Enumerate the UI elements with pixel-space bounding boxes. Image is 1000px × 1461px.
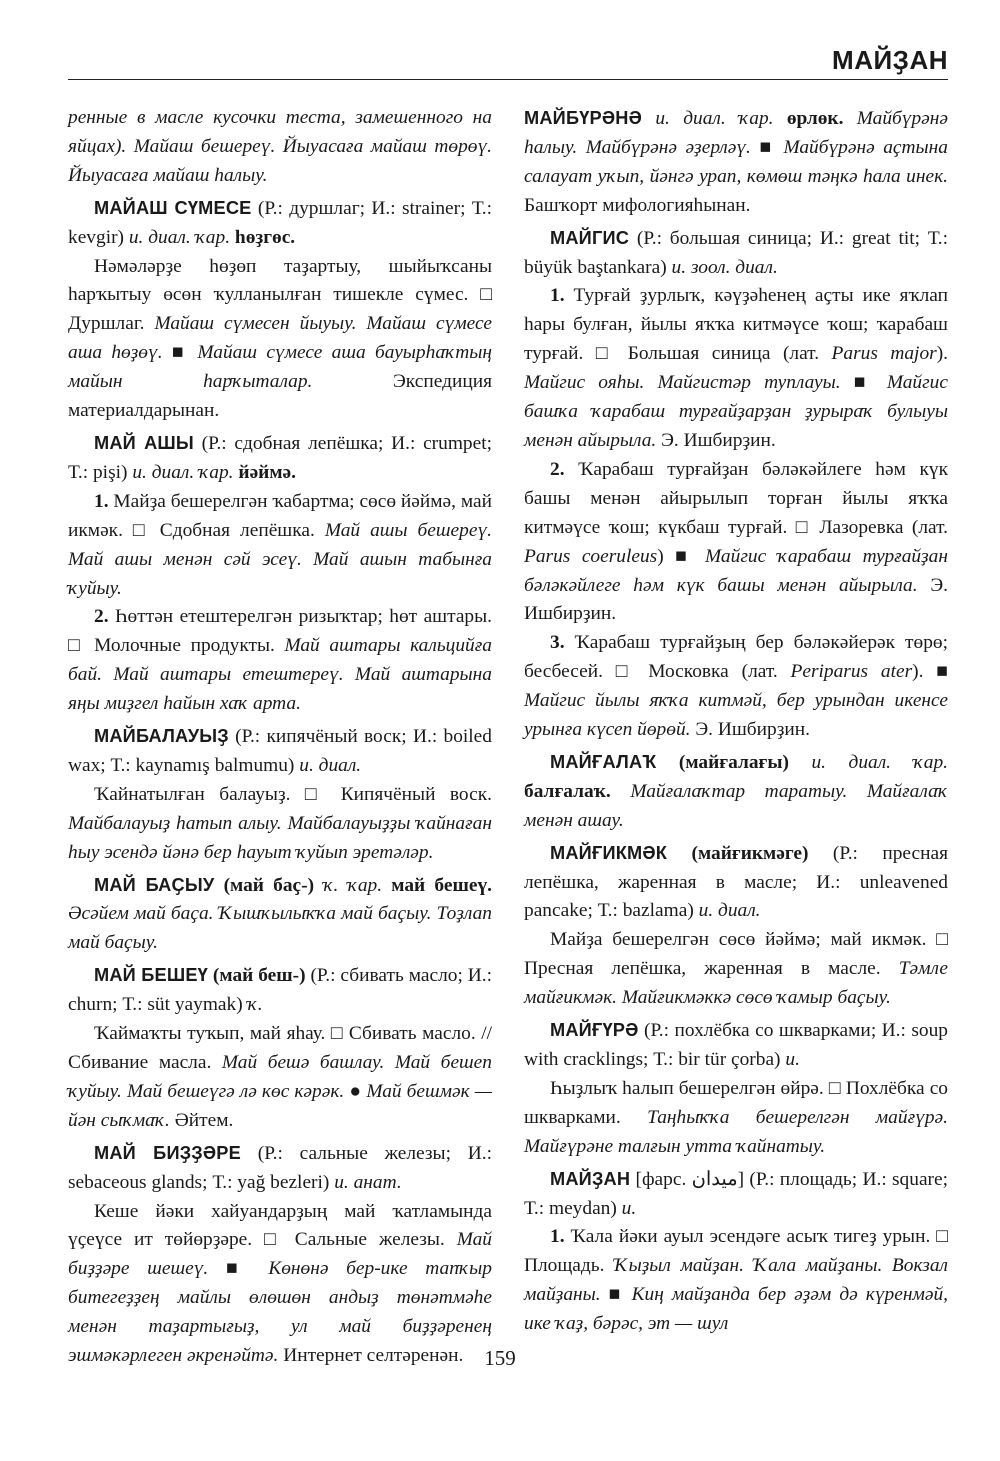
italic-run: Майғалаҡтар таратыу. Майғалаҡ менән ашау. xyxy=(524,780,948,831)
italic-run: Майбалауыҙ һатып алыу. Майбалауыҙҙы ҡайнаған һыу эсендә йәнә бер һауыт ҡуйып эретәләр. xyxy=(68,812,492,863)
entry-definition: Кеше йәки хайуандарҙың май ҡатламында үҫеүсе ит төйөрҙәре. □ Сальные железы. Май биҙҙәре шешеү. ■ Көнөнә бер-ике тапҡыр битегеҙҙең майлы өлөшөн андыҙ төнәтмәһе менән таҙартығыҙ, ул май биҙҙәренең эшмәкәрлеген әкренәйтә. Интернет селтәренән. xyxy=(68,1200,492,1367)
italic-run: Майбүрәнә һалыу. Майбүрәнә әҙерләү. xyxy=(524,108,948,158)
entry-definition: Ҡаймаҡты туҡып, май яһау. □ Сбивать масло. // Сбивание масла. Май бешә башлау. Май бешеп ҡуйыу. Май бешеүгә лә көс кәрәк. ● Май бешмәк — йән сыҡмаҡ. Әйтем. xyxy=(68,1023,492,1131)
entry-sense-1: 1. Турғай ҙурлыҡ, кәүҙәһенең аҫты ике яҡлап һары булған, йылы яҡҡа китмәүсе ҡош; ҡарабаш турғай. □ Большая синица (лат. Parus major). Майгис ояһы. Майгистәр туплауы. ■ Майгис башҡа ҡарабаш турғайҙарҙан ҙурыраҡ булыуы менән айырыла. Э. Ишбирҙин. xyxy=(524,285,948,451)
bold-run: 1. xyxy=(550,285,565,307)
entry-maygis: МАЙГИС (Р.: большая синица; И.: great tit; Т.: büyük baştankara) и. зоол. диал. xyxy=(524,227,948,278)
entry-definition: Һыҙлыҡ һалып бешерелгән өйрә. □ Похлёбка со шкварками. Таңһыҡҡа бешерелгән майғүрә. Майғүрәне талғын утта ҡайнатыу. xyxy=(524,1077,948,1157)
italic-run: Майгис ояһы. Майгистәр туплауы. xyxy=(524,372,841,394)
italic-run: и. зоол. диал. xyxy=(671,256,778,278)
entry-definition: Нәмәләрҙе һөҙөп таҙартыу, шыйыҡсаны һарҡытыу өсөн ҡулланылған тишекле сүмес. □ Дуршлаг. Майаш сүмесен йыуыу. Майаш сүмесе аша һөҙөү. ■ Майаш сүмесе аша бауырһаҡтың майын һарҡыталар. Экспедиция материалдарынан. xyxy=(68,255,492,422)
italic-run: ренные в масле кусочки теста, замешенного на яйцах). Майаш бешереү. Йыуасаға майаш төрөү. Йыуасаға майаш һалыу. xyxy=(68,107,492,186)
italic-run: ҡ. ҡар. xyxy=(323,874,383,896)
bold-run: балғалаҡ. xyxy=(524,780,611,802)
entry-sense-3: 3. Ҡарабаш турғайҙың бер бәләкәйерәк төрө; бесбесей. □ Московка (лат. Periparus ater). ■ Майгис йылы яҡҡа китмәй, бер урындан икенсе урынға күсеп йөрөй. Э. Ишбирҙин. xyxy=(524,632,948,741)
headword: МАЙ АШЫ xyxy=(94,432,194,453)
entry-definition: Ҡайнатылған балауыҙ. □ Кипячёный воск. Майбалауыҙ һатып алыу. Майбалауыҙҙы ҡайнаған һыу эсендә йәнә бер һауыт ҡуйып эретәләр. xyxy=(68,783,492,863)
headword: МАЙҒИКМӘК xyxy=(550,842,668,863)
headword: МАЙАШ СҮМЕСЕ xyxy=(94,197,252,218)
italic-run: Май бешмәк — йән сыҡмаҡ. xyxy=(68,1080,492,1131)
entry-continuation xyxy=(68,104,492,191)
italic-run: ҡ. xyxy=(247,994,263,1016)
italic-run: Көнөнә бер-ике тапҡыр битегеҙҙең майлы өлөшөн андыҙ төнәтмәһе менән таҙартығыҙ, ул май биҙҙәренең эшмәкәрлеген әкренәйтә. xyxy=(68,1258,492,1367)
column-left xyxy=(68,104,493,1367)
page-number: 159 xyxy=(484,1346,516,1370)
italic-run: Киң майҙанда бер әҙәм дә күренмәй, ике ҡаҙ, бәрәс, эт — шул xyxy=(524,1284,948,1335)
italic-run: Майбүрәнә аҫтына салауат уҡып, йәнгә урап, көмөш тәңкә һала инек. xyxy=(524,136,948,187)
headword: МАЙ БИҘҘӘРЕ xyxy=(94,1142,241,1163)
entry-mayghalak xyxy=(524,748,948,836)
bold-run: (май беш-) xyxy=(212,965,306,987)
bold-run: йәймә. xyxy=(238,461,297,483)
italic-run: Майгис башҡа ҡарабаш турғайҙарҙан ҙурыраҡ булыуы менән айырыла. xyxy=(524,372,948,451)
bold-run: (майғикмәге) xyxy=(691,842,809,864)
italic-run: Parus major xyxy=(831,343,937,365)
italic-run: Parus coeruleus xyxy=(524,545,658,567)
italic-run: Таңһыҡҡа бешерелгән майғүрә. Майғүрәне талғын утта ҡайнатыу. xyxy=(524,1106,948,1157)
entry-mayash-sumese: МАЙАШ СҮМЕСЕ (Р.: дуршлаг; И.: strainer; Т.: kevgir) и. диал. ҡар. һөҙгөс. xyxy=(68,197,492,248)
entry-mayburana: МАЙБҮРӘНӘ и. диал. ҡар. өрлөк. Майбүрәнә һалыу. Майбүрәнә әҙерләү. ■ Майбүрәнә аҫтына салауат уҡып, йәнгә урап, көмөш тәңкә һала инек. Башҡорт мифологияһынан. xyxy=(524,108,948,216)
entry-may-basyu xyxy=(68,871,492,959)
entry-may-ashy: МАЙ АШЫ (Р.: сдобная лепёшка; И.: crumpet; Т.: pişi) и. диал. ҡар. йәймә. xyxy=(68,432,492,483)
italic-run: и. диал. ҡар. xyxy=(132,461,234,483)
headword: МАЙҒҮРӘ xyxy=(550,1020,639,1041)
bold-run: 1. xyxy=(94,490,109,512)
entry-mayzan: МАЙҘАН [фарс. میدان] (Р.: площадь; И.: square; Т.: meydan) и. xyxy=(524,1168,948,1219)
headword: МАЙ БАҪЫУ xyxy=(94,874,215,895)
entry-mayghikmak: МАЙҒИКМӘК (майғикмәге) (Р.: пресная лепёшка, жаренная в масле; И.: unleavened pancake; Т.: bazlama) и. диал. xyxy=(524,842,948,922)
headword: МАЙ БЕШЕҮ xyxy=(94,965,208,986)
italic-run: Май ашы бешереү. Май ашы менән сәй эсеү. Май ашын табынға ҡуйыу. xyxy=(68,519,492,599)
italic-run: Ҡыҙыл майҙан. Ҡала майҙаны. Вокзал майҙаны. xyxy=(524,1255,949,1306)
entry-sense-2: 2. Ҡарабаш турғайҙан бәләкәйлеге һәм күк башы менән айырылып торған йылы яҡҡа китмәүсе ҡош; күкбаш турғай. □ Лазоревка (лат. Parus coeruleus) ■ Майгис ҡарабаш турғайҙан бәләкәйлеге һәм күк башы менән айырыла. Э. Ишбирҙин. xyxy=(524,458,949,625)
italic-run: и. диал. ҡар. xyxy=(655,108,774,129)
entry-may-besheu: МАЙ БЕШЕҮ (май беш-) (Р.: сбивать масло; И.: churn; Т.: süt yaymak) ҡ. xyxy=(68,965,492,1016)
italic-run: Майгис ҡарабаш турғайҙан бәләкәйлеге һәм күк башы менән айырыла. xyxy=(524,545,948,596)
headword: МАЙҒАЛАҠ xyxy=(550,751,657,772)
entry-definition: Майҙа бешерелгән сөсө йәймә; май икмәк. □ Пресная лепёшка, жаренная в масле. Тәмле майғикмәк. Майғикмәккә сөсө ҡамыр баҫыу. xyxy=(524,929,948,1009)
bold-run: өрлөк. xyxy=(786,108,844,129)
entry-may-bizzare: МАЙ БИҘҘӘРЕ (Р.: сальные железы; И.: sebaceous glands; Т.: yağ bezleri) и. анат. xyxy=(68,1142,492,1193)
italic-run: Май биҙҙәре шешеү. xyxy=(68,1229,492,1280)
entry-sense-1: 1. Майҙа бешерелгән ҡабартма; сөсө йәймә, май икмәк. □ Сдобная лепёшка. Май ашы бешереү. Май ашы менән сәй эсеү. Май ашын табынға ҡуйыу. xyxy=(68,490,492,599)
italic-run: Тәмле майғикмәк. Майғикмәккә сөсө ҡамыр баҫыу. xyxy=(524,958,948,1009)
entry-mayghura: МАЙҒҮРӘ (Р.: похлёбка со шкварками; И.: soup with cracklings; Т.: bir tür çorba) и. xyxy=(524,1020,948,1070)
entry-sense-1: 1. Ҡала йәки ауыл эсендәге асыҡ тигеҙ урын. □ Площадь. Ҡыҙыл майҙан. Ҡала майҙаны. Вокзал майҙаны. ■ Киң майҙанда бер әҙәм дә күренмәй, ике ҡаҙ, бәрәс, эт — шул xyxy=(524,1226,949,1335)
headword: МАЙБАЛАУЫҘ xyxy=(94,726,229,747)
italic-run: Майгис йылы яҡҡа китмәй, бер урындан икенсе урынға күсеп йөрөй. xyxy=(524,690,948,741)
italic-run: и. диал. ҡар. xyxy=(128,226,231,248)
bold-run: 2. xyxy=(550,458,565,480)
bold-run: (майғалағы) xyxy=(678,751,789,773)
italic-run: Майаш сүмесен йыуыу. Майаш сүмесе аша һөҙөү. xyxy=(68,313,492,364)
headword: МАЙГИС xyxy=(550,227,630,248)
italic-run: и. диал. xyxy=(299,754,362,776)
headword: МАЙБҮРӘНӘ xyxy=(524,108,643,128)
bold-run: 1. xyxy=(550,1226,565,1248)
italic-run: и. диал. ҡар. xyxy=(811,751,948,773)
italic-run: Майаш сүмесе аша бауырһаҡтың майын һарҡыталар. xyxy=(68,342,492,393)
italic-run: и. анат. xyxy=(334,1171,402,1193)
bold-run: 2. xyxy=(94,606,109,628)
entry-sense-2: 2. Һөттән етештерелгән ризыҡтар; һөт аштары. □ Молочные продукты. Май аштары кальцийға бай. Май аштары етештереү. Май аштарына яңы миҙгел һайын хаҡ арта. xyxy=(68,606,493,715)
bold-run: май бешеү. xyxy=(391,874,492,896)
italic-run: и. xyxy=(621,1197,637,1219)
italic-run: и. диал. xyxy=(698,900,761,922)
italic-run: Әсәйем май баҫа. Ҡышҡылыҡҡа май баҫыу. Тоҙлап май баҫыу. xyxy=(68,903,492,954)
italic-run: Май аштары кальцийға бай. Май аштары етештереү. Май аштарына яңы миҙгел һайын хаҡ арта. xyxy=(68,635,493,715)
bold-run: (май баҫ-) xyxy=(223,874,315,896)
bold-run: 3. xyxy=(550,632,565,654)
italic-run: и. xyxy=(785,1049,800,1070)
column-right xyxy=(524,104,948,1334)
italic-run: Periparus ater xyxy=(790,661,913,683)
running-head: МАЙҘАН xyxy=(68,40,948,80)
bold-run: һөҙгөс. xyxy=(234,226,296,248)
italic-run: Май бешә башлау. Май бешеп ҡуйыу. Май бешеүгә лә көс кәрәк. xyxy=(68,1052,492,1102)
entry-maybalauyz: МАЙБАЛАУЫҘ (Р.: кипячёный воск; И.: boiled wax; Т.: kaynamış balmumu) и. диал. xyxy=(68,726,492,776)
headword: МАЙҘАН xyxy=(550,1168,631,1189)
